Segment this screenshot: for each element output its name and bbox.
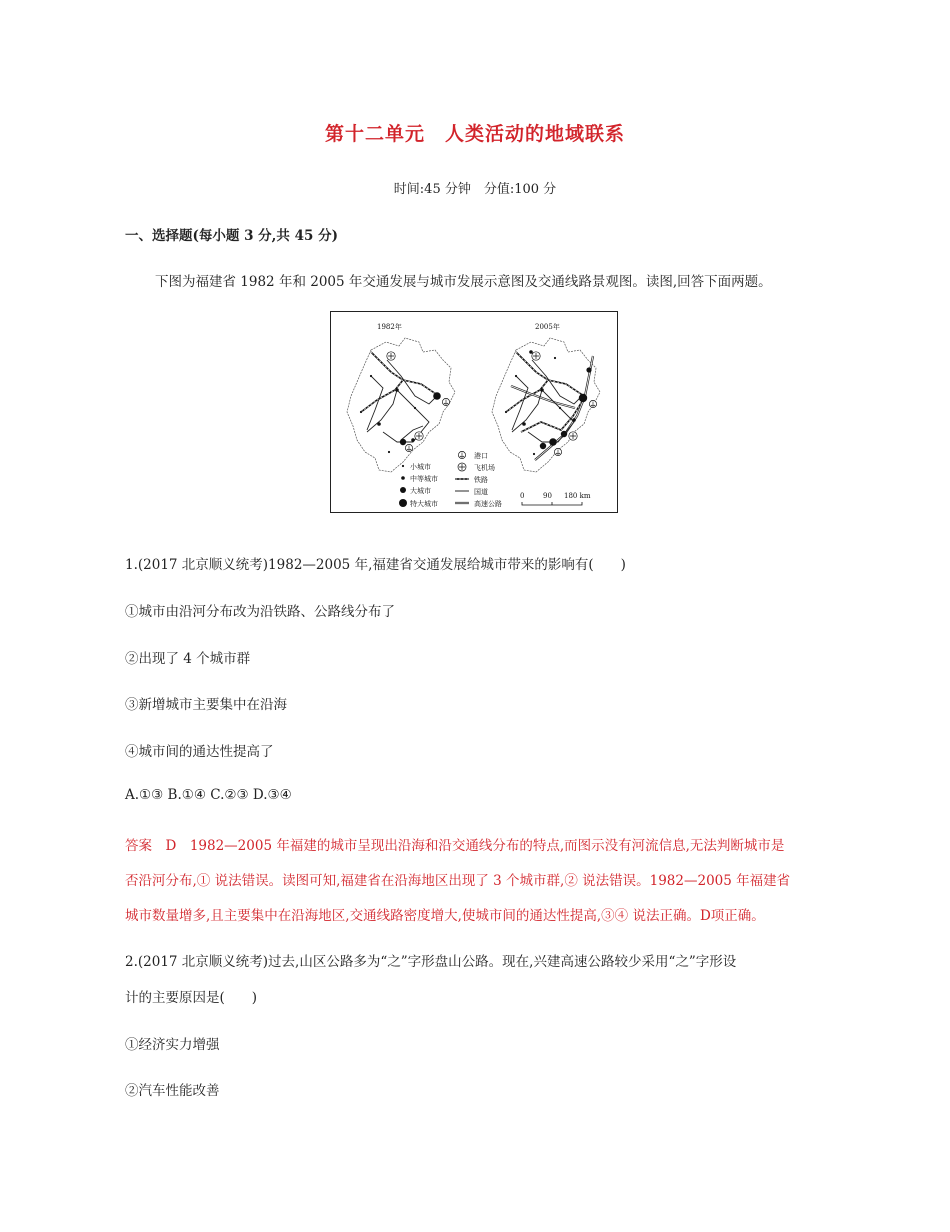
- large-city-marker: [561, 431, 567, 437]
- legend-large-city: 大城市: [410, 487, 431, 495]
- railway-line: [371, 352, 439, 396]
- province-outline-1982: [347, 338, 455, 472]
- mega-city-marker: [549, 438, 557, 446]
- q2-option-1: ①经济实力增强: [125, 1037, 220, 1053]
- medium-city-marker: [540, 388, 544, 392]
- q1-option-2: ②出现了 4 个城市群: [125, 651, 251, 667]
- small-city-marker: [554, 357, 556, 359]
- scale-0: 0: [520, 492, 525, 500]
- national-road: [367, 376, 383, 430]
- q1-answer-line-3: 城市数量增多,且主要集中在沿海地区,交通线路密度增大,使城市间的通达性提高,③④ 说法正确。D项正确。: [125, 908, 765, 924]
- railway-line: [506, 380, 548, 412]
- legend-national-road: 国道: [474, 488, 488, 496]
- legend-small-city-symbol: [402, 465, 404, 467]
- medium-city-marker: [572, 418, 576, 422]
- small-city-marker: [388, 451, 390, 453]
- map-1982-title: 1982年: [377, 323, 402, 331]
- map-2005: [492, 322, 600, 472]
- q2-option-2: ②汽车性能改善: [125, 1083, 220, 1099]
- railway-line: [521, 400, 583, 432]
- map-2005-title: 2005年: [535, 323, 560, 331]
- small-city-marker: [515, 375, 517, 377]
- q1-answer-line-1: 答案 D 1982—2005 年福建的城市呈现出沿海和沿交通线分布的特点,而图示没有河流信息,无法判断城市是: [125, 838, 785, 854]
- large-city-marker: [540, 443, 546, 449]
- legend-port: 港口: [474, 452, 488, 460]
- scale-180km: 180 km: [564, 492, 591, 500]
- medium-city-marker: [377, 422, 381, 426]
- legend-small-city: 小城市: [410, 463, 431, 471]
- q2-stem-line-2: 计的主要原因是( ): [125, 990, 258, 1006]
- question-intro: 下图为福建省 1982 年和 2005 年交通发展与城市发展示意图及交通线路景观图。读图,回答下面两题。: [155, 274, 772, 290]
- scale-90: 90: [543, 492, 552, 500]
- q1-option-4: ④城市间的通达性提高了: [125, 744, 274, 760]
- map-legend: [399, 451, 591, 508]
- large-city-marker: [400, 439, 406, 445]
- small-city-marker: [414, 407, 416, 409]
- q1-answer-line-2: 否沿河分布,① 说法错误。读图可知,福建省在沿海地区出现了 3 个城市群,② 说法错误。1982—2005 年福建省: [125, 873, 791, 889]
- mega-city-marker: [579, 394, 587, 402]
- legend-railway: 铁路: [474, 476, 488, 484]
- q1-stem: 1.(2017 北京顺义统考)1982—2005 年,福建省交通发展给城市带来的影响有( ): [125, 557, 626, 573]
- medium-city-marker: [411, 438, 415, 442]
- legend-mega-city-symbol: [399, 499, 407, 507]
- medium-city-marker: [529, 350, 533, 354]
- legend-mega-city: 特大城市: [410, 500, 438, 508]
- fujian-transport-map-figure: [330, 311, 618, 513]
- q1-choices: A.①③ B.①④ C.②③ D.③④: [125, 787, 292, 803]
- legend-large-city-symbol: [400, 487, 406, 493]
- small-city-marker: [559, 407, 561, 409]
- scale-bar: [522, 502, 582, 505]
- railway-line: [361, 380, 403, 412]
- legend-airport: 飞机场: [474, 464, 495, 472]
- small-city-marker: [370, 375, 372, 377]
- mega-city-marker: [433, 392, 441, 400]
- q2-stem-line-1: 2.(2017 北京顺义统考)过去,山区公路多为“之”字形盘山公路。现在,兴建高速公路较少采用“之”字形设: [125, 954, 737, 970]
- medium-city-marker: [395, 388, 399, 392]
- small-city-marker: [360, 411, 362, 413]
- railway-line: [516, 352, 584, 396]
- legend-expressway: 高速公路: [474, 500, 502, 508]
- page-title: 第十二单元 人类活动的地域联系: [324, 123, 625, 145]
- section-heading: 一、选择题(每小题 3 分,共 45 分): [125, 228, 338, 244]
- national-road: [512, 376, 528, 430]
- q1-option-1: ①城市由沿河分布改为沿铁路、公路线分布了: [125, 604, 395, 620]
- legend-medium-city: 中等城市: [410, 475, 438, 483]
- legend-medium-city-symbol: [401, 476, 405, 480]
- small-city-marker: [533, 453, 535, 455]
- exam-time-score: 时间:45 分钟 分值:100 分: [393, 182, 557, 197]
- medium-city-marker: [522, 422, 526, 426]
- q1-option-3: ③新增城市主要集中在沿海: [125, 697, 287, 713]
- small-city-marker: [505, 411, 507, 413]
- large-city-marker: [586, 367, 591, 372]
- map-1982: [347, 322, 455, 472]
